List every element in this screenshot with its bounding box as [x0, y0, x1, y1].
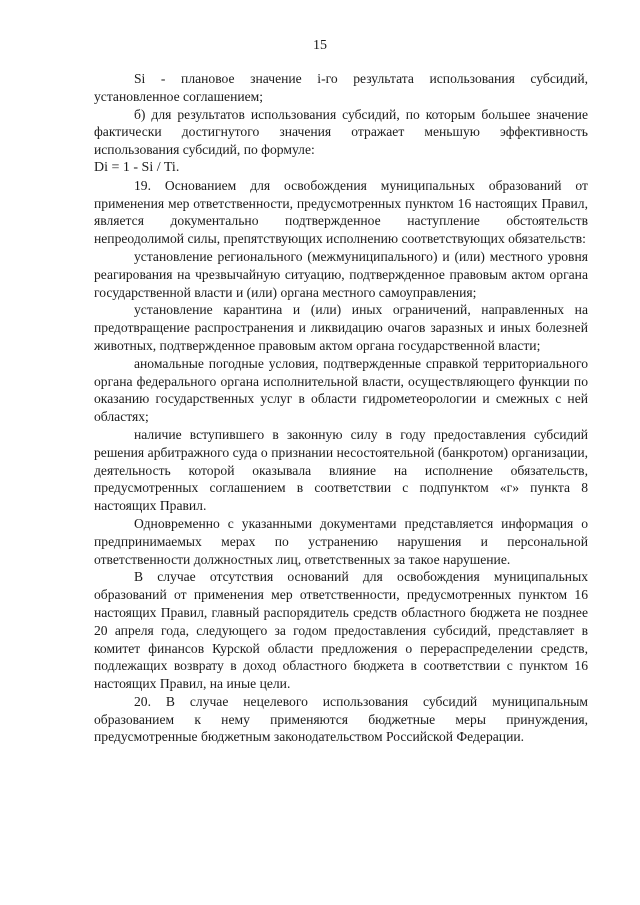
paragraph-20: 20. В случае нецелевого использования субсидий муниципальным образованием к нему применяются бюджетные меры принуждения, предусмотренные бюджетным законодательством Российской Федерации.: [94, 693, 588, 745]
list-item-weather: аномальные погодные условия, подтвержденные справкой территориального органа федерального органа исполнительной власти, осуществляющего функции по оказанию государственных услуг в области гидрометеорологии и смежных с ней областях;: [94, 355, 588, 425]
paragraph-no-grounds: В случае отсутствия оснований для освобождения муниципальных образований от применения мер ответственности, предусмотренных пунктом 16 настоящих Правил, главный распорядитель средств областного бюджета не позднее 20 апреля года, следующего за годом предоставления субсидий, представляет в комитет финансов Курской области предложения о перераспределении средств, подлежащих возврату в доход областного бюджета в соответствии с пунктом 16 настоящих Правил, на иные цели.: [94, 569, 588, 692]
paragraph-si-definition: Si - плановое значение i-го результата использования субсидий, установленное соглашением;: [94, 71, 588, 104]
paragraph-19: 19. Основанием для освобождения муниципальных образований от применения мер ответственности, предусмотренных пунктом 16 настоящих Правил, является документально подтвержденное наступление обстоятельств непреодолимой силы, препятствующих исполнению соответствующих обязательств:: [94, 177, 588, 247]
paragraph-additional-info: Одновременно с указанными документами представляется информация о предпринимаемых мерах по устранению нарушения и персональной ответственности должностных лиц, ответственных за такое нарушение.: [94, 515, 588, 567]
paragraph-b-formula-intro: б) для результатов использования субсидий, по которым большее значение фактически достигнутого значения отражает меньшую эффективность использования субсидий, по формуле:: [94, 106, 588, 158]
document-body: [94, 70, 588, 746]
formula-di: Di = 1 - Si / Ti.: [94, 159, 180, 175]
list-item-emergency: установление регионального (межмуниципального) и (или) местного уровня реагирования на чрезвычайную ситуацию, подтвержденное правовым актом органа государственной власти и (или) органа местного самоуправления;: [94, 248, 588, 300]
list-item-bankruptcy: наличие вступившего в законную силу в году предоставления субсидий решения арбитражного суда о признании несостоятельной (банкротом) организации, деятельность которой оказывала влияние на исполнение обязательств, предусмотренных соглашением в соответствии с подпунктом «г» пункта 8 настоящих Правил.: [94, 426, 588, 514]
list-item-quarantine: установление карантина и (или) иных ограничений, направленных на предотвращение распространения и ликвидацию очагов заразных и иных болезней животных, подтвержденное правовым актом органа государственной власти;: [94, 302, 588, 353]
page-number: 15: [313, 38, 327, 53]
